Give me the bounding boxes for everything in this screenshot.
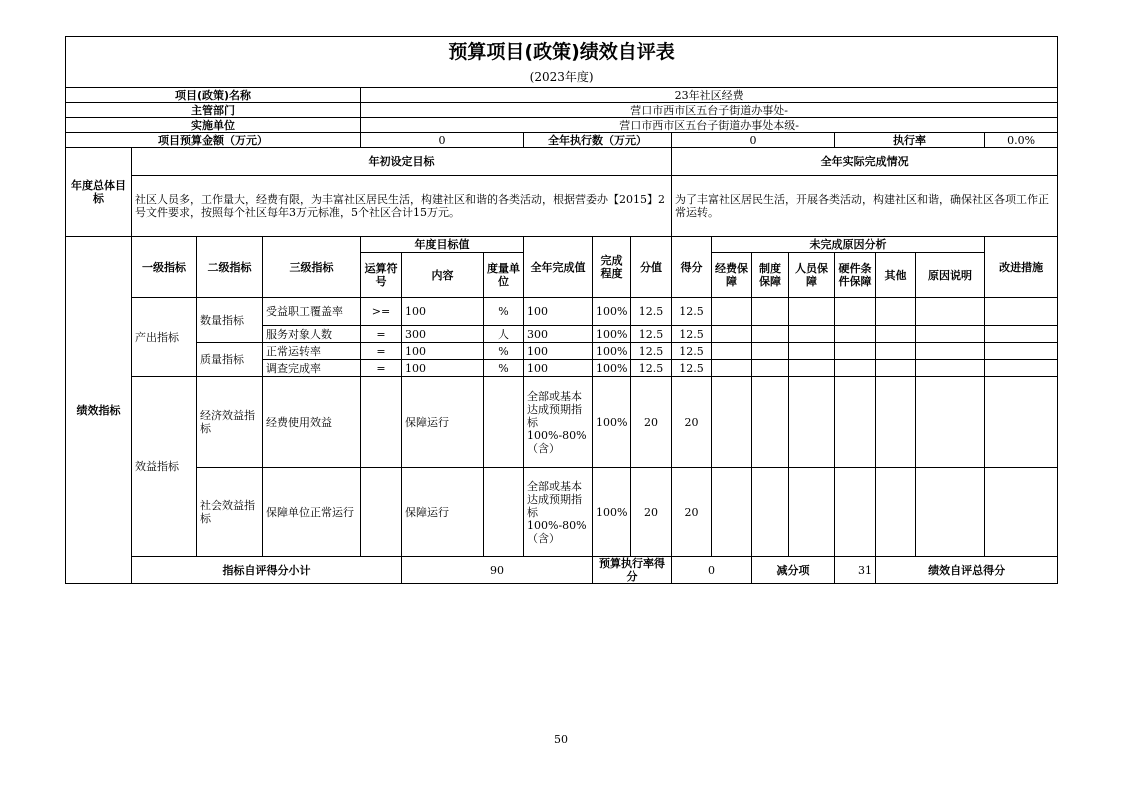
row-3-score: 12.5: [672, 360, 712, 377]
row-3-r-hw: [835, 360, 876, 377]
row-3-r-system: [752, 360, 789, 377]
group-quantity: 数量指标: [197, 298, 263, 343]
header-level3: 三级指标: [263, 237, 361, 298]
header-level2: 二级指标: [197, 237, 263, 298]
row-4-name: 经费使用效益: [263, 377, 361, 468]
exec-label: 全年执行数（万元）: [524, 133, 672, 148]
header-full-year: 全年完成值: [524, 237, 593, 298]
group-quality: 质量指标: [197, 343, 263, 377]
page-number: 50: [554, 733, 568, 746]
row-3-op: =: [361, 360, 402, 377]
header-r-desc: 原因说明: [916, 253, 985, 298]
annual-goal-label: 年度总体目标: [66, 148, 132, 237]
row-0-unit: %: [484, 298, 524, 326]
row-1-value: 12.5: [631, 326, 672, 343]
row-1-content: 300: [402, 326, 484, 343]
row-0-r-system: [752, 298, 789, 326]
row-2-r-staff: [789, 343, 835, 360]
row-5-value: 20: [631, 468, 672, 557]
deduct-value: 31: [835, 557, 876, 584]
project-name: 23年社区经费: [361, 88, 1058, 103]
actual-completion-header: 全年实际完成情况: [672, 148, 1058, 176]
rate-label: 执行率: [835, 133, 985, 148]
header-degree: 完成程度: [593, 237, 631, 298]
row-2-improve: [985, 343, 1058, 360]
total-label: 绩效自评总得分: [876, 557, 1058, 584]
row-0-op: >=: [361, 298, 402, 326]
unit-value: 营口市西市区五台子街道办事处本级-: [361, 118, 1058, 133]
group-benefit: 效益指标: [132, 377, 197, 557]
row-2-unit: %: [484, 343, 524, 360]
report-year: (2023年度): [66, 67, 1058, 88]
row-0-r-staff: [789, 298, 835, 326]
row-4-r-desc: [916, 377, 985, 468]
row-1-unit: 人: [484, 326, 524, 343]
row-4-degree: 100%: [593, 377, 631, 468]
row-0-r-hw: [835, 298, 876, 326]
budget-score-value: 0: [672, 557, 752, 584]
group-social: 社会效益指标: [197, 468, 263, 557]
row-1-degree: 100%: [593, 326, 631, 343]
row-1-r-staff: [789, 326, 835, 343]
header-level1: 一级指标: [132, 237, 197, 298]
group-output: 产出指标: [132, 298, 197, 377]
header-r-staff: 人员保障: [789, 253, 835, 298]
header-r-hw: 硬件条件保障: [835, 253, 876, 298]
row-3-r-fund: [712, 360, 752, 377]
row-2-value: 12.5: [631, 343, 672, 360]
row-3-value: 12.5: [631, 360, 672, 377]
row-1-improve: [985, 326, 1058, 343]
row-0-full: 100: [524, 298, 593, 326]
row-3-degree: 100%: [593, 360, 631, 377]
row-1-op: =: [361, 326, 402, 343]
row-0-name: 受益职工覆盖率: [263, 298, 361, 326]
row-5-content: 保障运行: [402, 468, 484, 557]
row-5-r-desc: [916, 468, 985, 557]
actual-completion-text: 为了丰富社区居民生活，开展各类活动，构建社区和谐，确保社区各项工作正常运转。: [672, 176, 1058, 237]
row-5-score: 20: [672, 468, 712, 557]
deduct-label: 减分项: [752, 557, 835, 584]
row-1-r-hw: [835, 326, 876, 343]
header-score-value: 分值: [631, 237, 672, 298]
row-2-content: 100: [402, 343, 484, 360]
row-4-value: 20: [631, 377, 672, 468]
row-3-unit: %: [484, 360, 524, 377]
row-1-r-desc: [916, 326, 985, 343]
row-3-content: 100: [402, 360, 484, 377]
subtotal-value: 90: [402, 557, 593, 584]
row-1-score: 12.5: [672, 326, 712, 343]
row-5-r-system: [752, 468, 789, 557]
row-4-unit: [484, 377, 524, 468]
row-3-full: 100: [524, 360, 593, 377]
subtotal-label: 指标自评得分小计: [132, 557, 402, 584]
budget-value: 0: [361, 133, 524, 148]
row-4-improve: [985, 377, 1058, 468]
row-5-unit: [484, 468, 524, 557]
row-2-name: 正常运转率: [263, 343, 361, 360]
row-2-r-fund: [712, 343, 752, 360]
row-4-r-system: [752, 377, 789, 468]
header-target-group: 年度目标值: [361, 237, 524, 253]
row-2-op: =: [361, 343, 402, 360]
row-1-name: 服务对象人数: [263, 326, 361, 343]
row-2-r-desc: [916, 343, 985, 360]
row-4-full: 全部或基本达成预期指标100%-80%（含）: [524, 377, 593, 468]
row-5-r-staff: [789, 468, 835, 557]
row-5-r-hw: [835, 468, 876, 557]
row-0-r-fund: [712, 298, 752, 326]
row-0-content: 100: [402, 298, 484, 326]
row-2-full: 100: [524, 343, 593, 360]
row-2-score: 12.5: [672, 343, 712, 360]
row-0-improve: [985, 298, 1058, 326]
row-4-op: [361, 377, 402, 468]
row-5-full: 全部或基本达成预期指标100%-80%（含）: [524, 468, 593, 557]
row-2-r-other: [876, 343, 916, 360]
row-5-name: 保障单位正常运行: [263, 468, 361, 557]
row-4-score: 20: [672, 377, 712, 468]
row-0-value: 12.5: [631, 298, 672, 326]
dept-value: 营口市西市区五台子街道办事处-: [361, 103, 1058, 118]
evaluation-table: [65, 36, 1058, 584]
row-4-content: 保障运行: [402, 377, 484, 468]
initial-goal-header: 年初设定目标: [132, 148, 672, 176]
header-unit: 度量单位: [484, 253, 524, 298]
row-2-degree: 100%: [593, 343, 631, 360]
row-0-degree: 100%: [593, 298, 631, 326]
header-improve: 改进措施: [985, 237, 1058, 298]
initial-goal-text: 社区人员多，工作量大，经费有限，为丰富社区居民生活，构建社区和谐的各类活动，根据营委办【2015】2号文件要求，按照每个社区每年3万元标准，5个社区合计15万元。: [132, 176, 672, 237]
group-economic: 经济效益指标: [197, 377, 263, 468]
header-reason-group: 未完成原因分析: [712, 237, 985, 253]
budget-score-label: 预算执行率得分: [593, 557, 672, 584]
row-3-r-other: [876, 360, 916, 377]
row-3-name: 调查完成率: [263, 360, 361, 377]
dept-label: 主管部门: [66, 103, 361, 118]
header-content: 内容: [402, 253, 484, 298]
row-4-r-other: [876, 377, 916, 468]
evaluation-sheet: [65, 36, 1057, 584]
row-2-r-system: [752, 343, 789, 360]
row-4-r-hw: [835, 377, 876, 468]
header-op: 运算符号: [361, 253, 402, 298]
row-1-full: 300: [524, 326, 593, 343]
row-5-improve: [985, 468, 1058, 557]
row-3-improve: [985, 360, 1058, 377]
rate-value: 0.0%: [985, 133, 1058, 148]
row-1-r-system: [752, 326, 789, 343]
row-4-r-staff: [789, 377, 835, 468]
row-1-r-other: [876, 326, 916, 343]
row-4-r-fund: [712, 377, 752, 468]
performance-indicators-label: 绩效指标: [66, 237, 132, 584]
exec-value: 0: [672, 133, 835, 148]
header-r-system: 制度保障: [752, 253, 789, 298]
unit-label: 实施单位: [66, 118, 361, 133]
row-5-degree: 100%: [593, 468, 631, 557]
budget-label: 项目预算金额（万元）: [66, 133, 361, 148]
row-5-r-other: [876, 468, 916, 557]
row-3-r-desc: [916, 360, 985, 377]
row-5-op: [361, 468, 402, 557]
row-3-r-staff: [789, 360, 835, 377]
row-0-r-desc: [916, 298, 985, 326]
header-r-other: 其他: [876, 253, 916, 298]
row-1-r-fund: [712, 326, 752, 343]
row-5-r-fund: [712, 468, 752, 557]
header-r-fund: 经费保障: [712, 253, 752, 298]
row-2-r-hw: [835, 343, 876, 360]
header-score: 得分: [672, 237, 712, 298]
page-title: 预算项目(政策)绩效自评表: [66, 37, 1058, 68]
row-0-score: 12.5: [672, 298, 712, 326]
row-0-r-other: [876, 298, 916, 326]
project-name-label: 项目(政策)名称: [66, 88, 361, 103]
